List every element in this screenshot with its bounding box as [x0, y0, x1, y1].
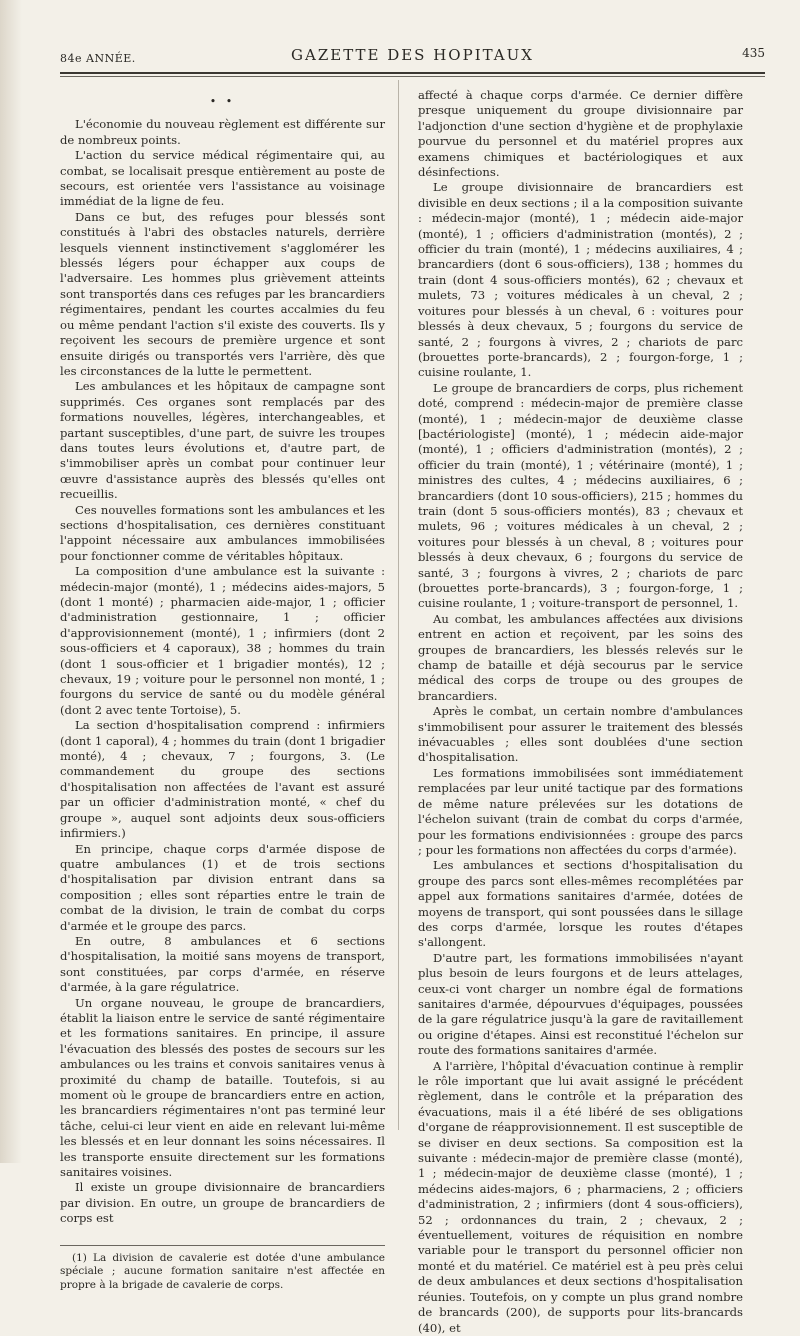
paragraph: A l'arrière, l'hôpital d'évacuation continue à remplir le rôle important que lui avait assigné le précédent règlement, dans le contrôle et la préparation des évacuations, mais il a été libéré de ses obligations d'organe de réapprovisionnement. Il est susceptible de se diviser en deux sections. Sa composition est la suivante : médecin-major de première classe (monté), 1 ; médecin-major de deuxième classe (monté), 1 ; médecins aides-majors, 6 ; pharmaciens, 2 ; officiers d'administration, 2 ; infirmiers (dont 4 sous-officiers), 52 ; ordonnances du train, 2 ; chevaux, 2 ; éventuellement, voitures de réquisition en nombre variable pour le transport du personnel officier non monté et du matériel. Ce matériel est à peu près celui de deux ambulances et deux sections d'hospitalisation réunies. Toutefois, on y compte un plus grand nombre de brancards (200), de supports pour lits-brancards (40), et: [418, 1058, 743, 1335]
footnote: (1) La division de cavalerie est dotée d'une ambulance spéciale ; aucune formation sanitaire n'est affectée en propre à la brigade de cavalerie de corps.: [60, 1251, 385, 1291]
left-column: [60, 90, 385, 1292]
paragraph: D'autre part, les formations immobilisées n'ayant plus besoin de leurs fourgons et de leurs attelages, ceux-ci vont charger un nombre égal de formations sanitaires d'armée, dépourvues d'équipages, poussées de la gare régulatrice jusqu'à la gare de ravitaillement ou origine d'étapes. Ainsi est reconstitué l'échelon sur route des formations sanitaires d'armée.: [418, 950, 743, 1058]
page-header: [60, 40, 765, 68]
publication-title: GAZETTE DES HOPITAUX: [291, 46, 534, 64]
paragraph: Les formations immobilisées sont immédiatement remplacées par leur unité tactique par des formations de même nature prélevées sur les dotations de l'échelon suivant (train de combat du corps d'armée, pour les formations endivisionnées : groupe des parcs ; pour les formations non affectées du corps d'armée).: [418, 765, 743, 857]
page-number: 435: [742, 46, 765, 60]
paragraph: Les ambulances et sections d'hospitalisation du groupe des parcs sont elles-mêmes recomplétées par appel aux formations sanitaires d'armée, dotées de moyens de transport, qui sont poussées dans le sillage des corps d'armée, lorsque les routes d'étapes s'allongent.: [418, 858, 743, 950]
column-divider: [398, 80, 399, 1130]
paragraph: Au combat, les ambulances affectées aux divisions entrent en action et reçoivent, par les soins des groupes de brancardiers, les blessés relevés sur le champ de bataille et déjà secourus par le service médical des corps de troupe ou des groupes de brancardiers.: [418, 611, 743, 703]
paragraph: Dans ce but, des refuges pour blessés sont constitués à l'abri des obstacles naturels, derrière lesquels viennent instinctivement s'agglomérer les blessés légers pour échapper aux coups de l'adversaire. Les hommes plus grièvement atteints sont transportés dans ces refuges par les brancardiers régimentaires, pendant les courtes accalmies du feu ou même pendant l'action s'il existe des couverts. Ils y reçoivent les secours de première urgence et sont ensuite dirigés ou transportés vers l'arrière, dès que les circonstances de la lutte le permettent.: [60, 209, 385, 378]
paragraph: La section d'hospitalisation comprend : infirmiers (dont 1 caporal), 4 ; hommes du train (dont 1 brigadier monté), 4 ; chevaux, 7 ; fourgons, 3. (Le commandement du groupe des sections d'hospitalisation non affectées de l'avant est assuré par un officier d'administration monté, « chef du groupe », auquel sont adjoints deux sous-officiers infirmiers.): [60, 718, 385, 841]
paragraph: En principe, chaque corps d'armée dispose de quatre ambulances (1) et de trois sections d'hospitalisation par division entrant dans sa composition ; elles sont réparties entre le train de combat de la division, le train de combat du corps d'armée et le groupe des parcs.: [60, 841, 385, 933]
header-rule-thin: [60, 76, 765, 77]
paragraph: En outre, 8 ambulances et 6 sections d'hospitalisation, la moitié sans moyens de transport, sont constituées, par corps d'armée, en réserve d'armée, à la gare régulatrice.: [60, 933, 385, 995]
paragraph: Il existe un groupe divisionnaire de brancardiers par division. En outre, un groupe de brancardiers de corps est: [60, 1180, 385, 1226]
footnote-rule: [60, 1245, 385, 1246]
paragraph: L'action du service médical régimentaire qui, au combat, se localisait presque entièrement au poste de secours, est orientée vers l'assistance au voisinage immédiat de la ligne de feu.: [60, 148, 385, 209]
paragraph: Ces nouvelles formations sont les ambulances et les sections d'hospitalisation, ces dernières constituant l'appoint nécessaire aux ambulances immobilisées pour fonctionner comme de véritables hôpitaux.: [60, 502, 385, 563]
paragraph: L'économie du nouveau règlement est différente sur de nombreux points.: [60, 117, 385, 147]
paragraph: affecté à chaque corps d'armée. Ce dernier diffère presque uniquement du groupe divisionnaire par l'adjonction d'une section d'hygiène et de prophylaxie pourvue du personnel et du matériel propres aux examens chimiques et bactériologiques et aux désinfections.: [418, 88, 743, 180]
paragraph: Le groupe de brancardiers de corps, plus richement doté, comprend : médecin-major de première classe (monté), 1 ; médecin-major de deuxième classe [bactériologiste] (monté), 1 ; médecin aide-major (monté), 1 ; officiers d'administration (montés), 2 ; officier du train (monté), 1 ; vétérinaire (monté), 1 ; ministres des cultes, 4 ; médecins auxiliaires, 6 ; brancardiers (dont 10 sous-officiers), 215 ; hommes du train (dont 5 sous-officiers montés), 83 ; chevaux et mulets, 96 ; voitures médicales à un cheval, 2 ; voitures pour blessés à un cheval, 8 ; voitures pour blessés à deux chevaux, 6 ; fourgons du service de santé, 3 ; fourgons à vivres, 2 ; chariots de parc (brouettes porte-brancards), 3 ; fourgon-forge, 1 ; cuisine roulante, 1 ; voiture-transport de personnel, 1.: [418, 380, 743, 611]
paragraph: Après le combat, un certain nombre d'ambulances s'immobilisent pour assurer le traitement des blessés inévacuables ; elles sont doublées d'une section d'hospitalisation.: [418, 704, 743, 765]
right-column: [418, 88, 743, 1336]
issue-label: 84e ANNÉE.: [60, 52, 136, 65]
paragraph: Le groupe divisionnaire de brancardiers est divisible en deux sections ; il a la composition suivante : médecin-major (monté), 1 ; médecin aide-major (monté), 1 ; officiers d'administration (montés), 2 ; officier du train (monté), 1 ; médecins auxiliaires, 4 ; brancardiers (dont 6 sous-officiers), 138 ; hommes du train (dont 4 sous-officiers montés), 62 ; chevaux et mulets, 73 ; voitures médicales à un cheval, 2 ; voitures pour blessés à un cheval, 6 : voitures pour blessés à deux chevaux, 5 ; fourgons du service de santé, 2 ; fourgons à vivres, 2 ; chariots de parc (brouettes porte-brancards), 2 ; fourgon-forge, 1 ; cuisine roulante, 1.: [418, 180, 743, 380]
paragraph: La composition d'une ambulance est la suivante : médecin-major (monté), 1 ; médecins aides-majors, 5 (dont 1 monté) ; pharmacien aide-major, 1 ; officier d'administration gestionnaire, 1 ; officier d'approvisionnement (monté), 1 ; infirmiers (dont 2 sous-officiers et 4 caporaux), 38 ; hommes du train (dont 1 sous-officier et 1 brigadier montés), 12 ; chevaux, 19 ; voiture pour le personnel non monté, 1 ; fourgons du service de santé ou du modèle général (dont 2 avec tente Tortoise), 5.: [60, 564, 385, 717]
page-gutter-shadow: [0, 0, 22, 1163]
section-ornament: • •: [209, 95, 236, 108]
paragraph: Les ambulances et les hôpitaux de campagne sont supprimés. Ces organes sont remplacés par des formations nouvelles, légères, interchangeables, et partant susceptibles, d'une part, de suivre les troupes dans toutes leurs évolutions et, d'autre part, de s'immobiliser après un combat pour continuer leur œuvre d'assistance auprès des blessés qu'elles ont recueillis.: [60, 379, 385, 502]
header-rule: [60, 72, 765, 74]
paragraph: Un organe nouveau, le groupe de brancardiers, établit la liaison entre le service de santé régimentaire et les formations sanitaires. En principe, il assure l'évacuation des blessés des postes de secours sur les ambulances ou les trains et convois sanitaires venus à proximité du champ de bataille. Toutefois, si au moment où le groupe de brancardiers entre en action, les brancardiers régimentaires n'ont pas terminé leur tâche, celui-ci leur vient en aide en relevant lui-même les blessés et en leur donnant les soins nécessaires. Il les transporte ensuite directement sur les formations sanitaires voisines.: [60, 995, 385, 1180]
